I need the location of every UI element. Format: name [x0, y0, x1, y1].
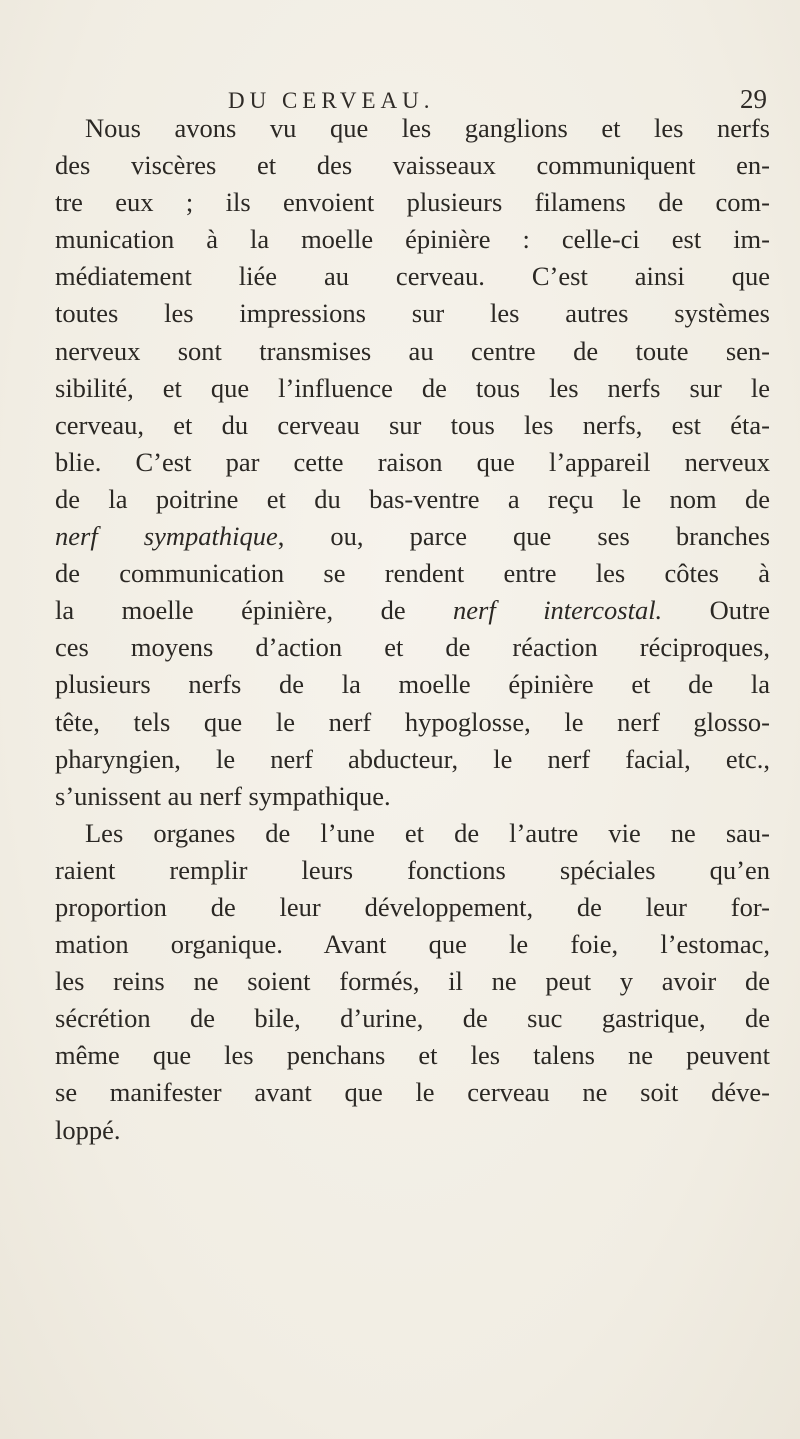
text-line: les reins ne soient formés, il ne peut y avoir de: [55, 966, 770, 997]
text-line: [55, 518, 770, 555]
text-line: cerveau, et du cerveau sur tous les nerfs, est éta-: [55, 409, 770, 440]
text-line: des viscères et des vaisseaux communiquent en-: [55, 150, 770, 181]
text-line: proportion de leur développement, de leur for-: [55, 891, 770, 922]
page-number: 29: [740, 84, 767, 114]
italic-term: nerf intercostal.: [453, 595, 663, 626]
text-line: nerveux sont transmises au centre de toute sen-: [55, 335, 770, 366]
text-line: sibilité, et que l’influence de tous les nerfs sur le: [55, 372, 770, 403]
text-line: toutes les impressions sur les autres systèmes: [55, 298, 770, 329]
text-line: médiatement liée au cerveau. C’est ainsi que: [55, 261, 770, 292]
text-span: la moelle épinière, de: [55, 595, 454, 626]
italic-term: nerf sympathique: [55, 521, 278, 552]
text-line: Nous avons vu que les ganglions et les nerfs: [85, 113, 770, 143]
text-line: tre eux ; ils envoient plusieurs filamens de com-: [55, 187, 770, 218]
text-line: même que les penchans et les talens ne peuvent: [55, 1040, 770, 1071]
text-span: , ou, parce que ses branches: [277, 521, 771, 552]
text-line: s’unissent au nerf sympathique.: [55, 780, 391, 811]
text-line: se manifester avant que le cerveau ne soit déve-: [55, 1077, 770, 1108]
body-text: [55, 110, 770, 1149]
text-line: raient remplir leurs fonctions spéciales qu’en: [55, 854, 770, 885]
text-line: sécrétion de bile, d’urine, de suc gastrique, de: [55, 1003, 770, 1034]
text-line: Les organes de l’une et de l’autre vie ne sau-: [85, 817, 770, 848]
text-span: Outre: [662, 595, 770, 626]
text-line: pharyngien, le nerf abducteur, le nerf facial, etc.,: [55, 743, 770, 774]
running-head: DU CERVEAU.: [228, 88, 435, 113]
text-line: de communication se rendent entre les côtes à: [55, 558, 770, 589]
text-line: mation organique. Avant que le foie, l’estomac,: [55, 929, 770, 960]
text-line: loppé.: [55, 1114, 121, 1145]
text-line: [55, 592, 770, 629]
text-line: plusieurs nerfs de la moelle épinière et de la: [55, 669, 770, 700]
text-line: tête, tels que le nerf hypoglosse, le nerf glosso-: [55, 706, 770, 737]
text-line: ces moyens d’action et de réaction réciproques,: [55, 632, 770, 663]
text-line: blie. C’est par cette raison que l’appareil nerveux: [55, 446, 770, 477]
paragraph-1: [55, 110, 770, 815]
paragraph-2: [55, 815, 770, 1149]
text-line: de la poitrine et du bas-ventre a reçu le nom de: [55, 483, 770, 514]
text-line: munication à la moelle épinière : celle-ci est im-: [55, 224, 770, 255]
